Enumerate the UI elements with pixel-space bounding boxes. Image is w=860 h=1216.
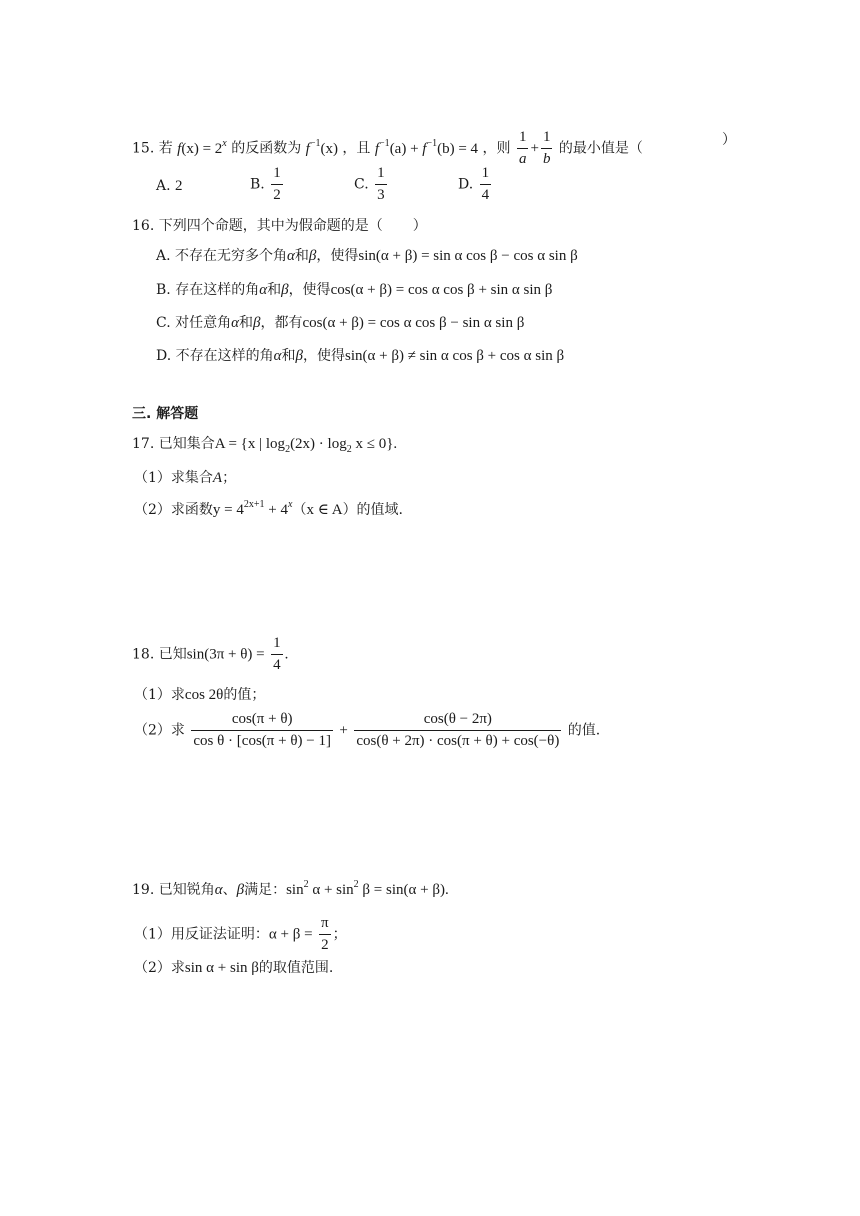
fraction — [271, 636, 283, 673]
math-sup: −1 — [379, 137, 390, 149]
math: β — [253, 315, 261, 331]
math: (x) — [320, 140, 338, 157]
math: A — [212, 470, 223, 486]
fraction — [319, 916, 331, 953]
math-sub: 2 — [285, 444, 291, 455]
text: 的取值范围. — [258, 960, 334, 976]
fraction — [271, 166, 283, 203]
math: x ∈ A — [306, 502, 343, 518]
fraction — [354, 712, 561, 749]
math: α — [273, 348, 282, 364]
denominator: b — [542, 151, 551, 167]
formula: cos 2θ — [184, 687, 224, 703]
text: 、 — [222, 882, 237, 898]
part-text: （2）求函数 — [134, 502, 213, 518]
option-text: A. 不存在无穷多个角 — [156, 248, 288, 264]
q15-option-b — [250, 166, 285, 203]
question-stem: 19. 已知锐角 — [132, 882, 215, 898]
denominator: 2 — [321, 937, 329, 953]
math: y = 4 — [212, 502, 244, 518]
math-sup: −1 — [309, 137, 321, 149]
math: β — [308, 248, 317, 264]
fraction — [517, 130, 529, 167]
formula: sin(α + β) = sin α cos β − cos α sin β — [358, 248, 578, 264]
formula: α + β = — [268, 926, 313, 943]
q19-stem — [132, 880, 449, 900]
math-sup: 2x+1 — [243, 499, 265, 510]
denominator: 4 — [481, 187, 490, 203]
option-label: D. — [458, 176, 474, 193]
math-sup: x — [288, 499, 293, 510]
q18-stem — [132, 636, 288, 673]
text: 的值； — [223, 687, 266, 703]
q17-stem — [132, 434, 397, 454]
math: α — [287, 248, 295, 264]
numerator: 1 — [541, 130, 553, 149]
denominator: cos θ · [cos(π + θ) − 1] — [193, 733, 331, 749]
fraction — [375, 166, 387, 203]
denominator: 3 — [377, 187, 385, 203]
option-value: 2 — [175, 178, 183, 194]
denominator: 2 — [273, 187, 281, 203]
math-sup: −1 — [426, 137, 438, 149]
math: . — [393, 436, 398, 452]
q15-option-d — [458, 166, 493, 203]
math: α — [259, 282, 268, 298]
numerator: 1 — [375, 166, 387, 185]
q18-part1 — [134, 685, 265, 705]
text: 的最小值是（ — [558, 140, 643, 157]
text: 若 — [158, 140, 173, 157]
math-sup: 2 — [303, 879, 309, 890]
math-sub: 2 — [346, 444, 352, 455]
math: sin — [286, 882, 304, 898]
question-stem: 18. 已知 — [132, 646, 187, 663]
math: f — [177, 140, 182, 157]
question-stem: 17. 已知集合 — [132, 436, 215, 452]
option-label: B. — [250, 176, 265, 193]
math: f — [422, 140, 427, 157]
q15-option-c — [354, 166, 389, 203]
option-label: A. — [156, 178, 171, 194]
q15-option-a — [156, 176, 183, 196]
denominator: a — [518, 151, 527, 167]
math: α — [214, 882, 223, 898]
option-text: B. 存在这样的角 — [156, 282, 260, 298]
math: f — [374, 140, 380, 157]
question-stem: 16. 下列四个命题，其中为假命题的是（ — [132, 218, 383, 234]
part-text: （1）求集合 — [134, 470, 213, 486]
math: f — [305, 140, 310, 157]
text: ，都有 — [260, 315, 303, 331]
numerator: 1 — [271, 166, 283, 185]
text: 和 — [239, 315, 253, 331]
formula — [214, 436, 398, 455]
text: 和 — [267, 282, 282, 298]
q16-stem — [132, 216, 427, 236]
section-title: 三. 解答题 — [132, 406, 199, 422]
option-text: D. 不存在这样的角 — [156, 348, 274, 364]
q15-close-paren: ） — [722, 132, 736, 148]
text: 满足： — [244, 882, 287, 898]
q17-part1 — [134, 468, 236, 488]
numerator: 1 — [271, 636, 283, 655]
option-label: C. — [354, 176, 369, 193]
denominator: 4 — [273, 657, 281, 673]
text: ； — [332, 926, 347, 943]
numerator: 1 — [480, 166, 492, 185]
math: . — [284, 646, 289, 663]
part-text: （1）求 — [134, 687, 185, 703]
formula: sin(3π + θ) = — [186, 646, 265, 663]
math: (2x) · log — [290, 436, 347, 452]
q17-part2 — [134, 500, 403, 520]
text: 和 — [294, 248, 309, 264]
numerator: 1 — [517, 130, 529, 149]
math: (x) = 2 — [181, 140, 223, 157]
q19-part2 — [134, 958, 333, 978]
part-text: （2）求 — [134, 722, 185, 739]
q16-option-c — [156, 313, 524, 333]
math: + 4 — [264, 502, 288, 518]
part-text: （1）用反证法证明： — [134, 926, 269, 943]
math: A = {x | log — [214, 436, 286, 452]
q19-part1 — [134, 916, 347, 953]
text: 的反函数为 — [231, 140, 302, 157]
question-number: 15. — [132, 140, 155, 157]
text: ，使得 — [288, 282, 331, 298]
math: β — [295, 348, 303, 364]
math: α + sin — [308, 882, 354, 898]
text: ； — [222, 470, 237, 486]
formula: sin α + sin β — [184, 960, 259, 976]
math: β — [281, 282, 289, 298]
option-text: C. 对任意角 — [156, 315, 232, 331]
close-paren: ） — [412, 218, 427, 234]
math-sup: 2 — [353, 879, 359, 890]
math: (a) + — [389, 140, 423, 157]
text: ，使得 — [316, 248, 359, 264]
formula: cos(α + β) = cos α cos β + sin α sin β — [330, 282, 553, 298]
numerator: cos(θ − 2π) — [354, 712, 561, 731]
math: β = sin(α + β) — [358, 882, 445, 898]
math-sup: x — [222, 137, 227, 149]
text: ，则 — [482, 140, 511, 157]
denominator: cos(θ + 2π) · cos(π + θ) + cos(−θ) — [356, 733, 560, 749]
q18-part2 — [134, 712, 600, 749]
formula — [286, 879, 449, 898]
numerator: π — [319, 916, 331, 935]
fraction — [480, 166, 492, 203]
formula — [212, 499, 293, 518]
text: 和 — [281, 348, 296, 364]
text: ，使得 — [303, 348, 345, 364]
numerator: cos(π + θ) — [191, 712, 333, 731]
math: . — [444, 882, 449, 898]
formula: sin(α + β) ≠ sin α cos β + cos α sin β — [345, 348, 565, 364]
math: β — [236, 882, 245, 898]
part-text: （2）求 — [134, 960, 185, 976]
math: (b) = 4 — [437, 140, 479, 157]
math: x ≤ 0} — [351, 436, 394, 452]
formula: cos(α + β) = cos α cos β − sin α sin β — [302, 315, 525, 331]
fraction — [541, 130, 553, 167]
math: + — [339, 722, 348, 739]
math: + — [530, 140, 539, 157]
q16-option-b — [156, 280, 552, 300]
text: 的值. — [567, 722, 601, 739]
fraction — [191, 712, 333, 749]
q16-option-d — [156, 346, 564, 366]
text: （ — [292, 502, 307, 518]
q15-stem — [132, 130, 643, 167]
text: ，且 — [342, 140, 371, 157]
q16-option-a — [156, 246, 578, 266]
text: ）的值域. — [342, 502, 404, 518]
math: α — [231, 315, 239, 331]
